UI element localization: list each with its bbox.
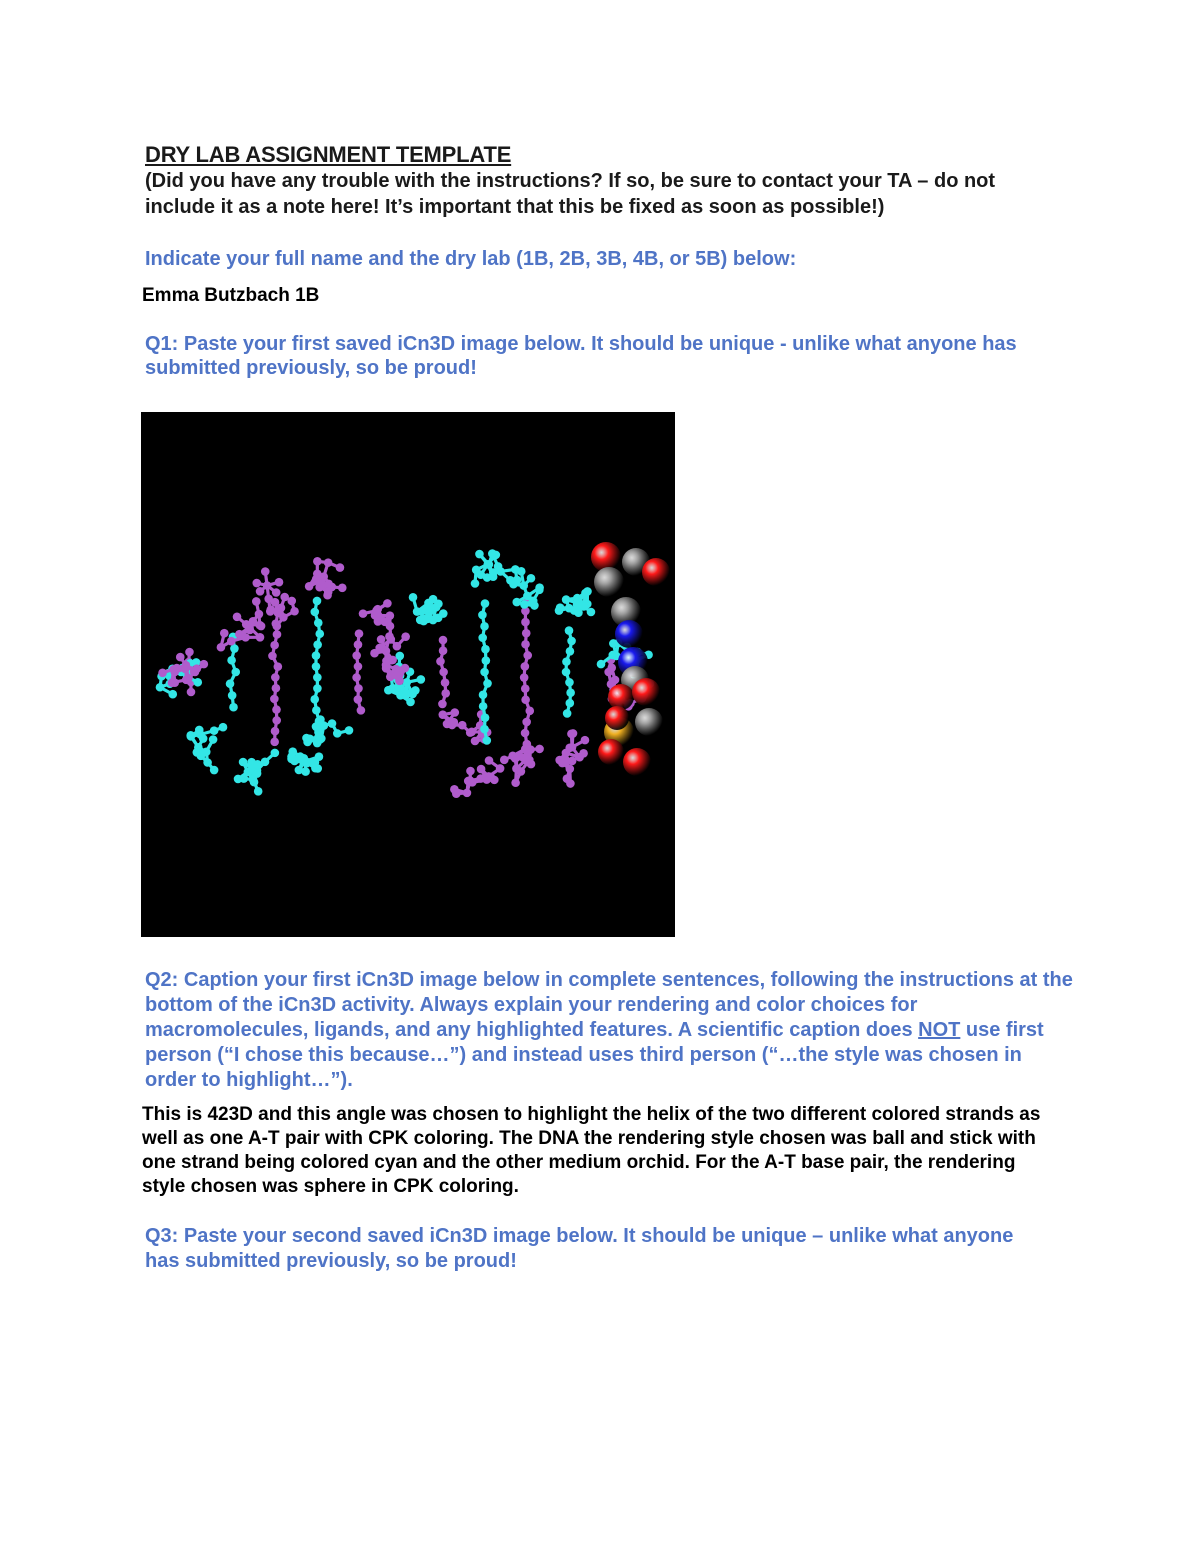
atom (496, 764, 505, 773)
atom (253, 769, 262, 778)
atom (239, 758, 248, 767)
atom (423, 615, 432, 624)
atom (305, 582, 314, 591)
atom (485, 756, 494, 765)
atom (471, 737, 480, 746)
atom (479, 702, 488, 711)
atom (158, 668, 167, 677)
atom (386, 611, 395, 620)
name-prompt: Indicate your full name and the dry lab (1B, 2B, 3B, 4B, or 5B) below: (145, 248, 797, 270)
atom (168, 678, 177, 687)
atom (272, 716, 281, 725)
atom (607, 663, 616, 672)
atom (385, 632, 394, 641)
atom (333, 729, 342, 738)
atom (295, 766, 304, 775)
atom (383, 599, 392, 608)
cpk-sphere-atom (605, 706, 629, 730)
q2-prompt-part2: use first person (“I chose this because…”) and instead uses third person (“…the style was chosen in order to highlight…”). (145, 1019, 1044, 1091)
atom (441, 689, 450, 698)
atom (496, 567, 505, 576)
atom (271, 673, 280, 682)
atom (287, 597, 296, 606)
atom (566, 765, 575, 774)
atom (256, 633, 265, 642)
atom (354, 662, 363, 671)
atom (556, 603, 565, 612)
atom (512, 753, 521, 762)
atom (561, 755, 570, 764)
atom (270, 641, 279, 650)
atom (438, 710, 447, 719)
atom (371, 611, 380, 620)
atom (386, 622, 395, 631)
atom (227, 637, 236, 646)
atom (197, 752, 206, 761)
atom (354, 695, 363, 704)
atom (480, 725, 489, 734)
atom (252, 579, 261, 588)
atom (573, 600, 582, 609)
atom (268, 652, 277, 661)
cpk-sphere-atom (615, 620, 643, 648)
atom (409, 593, 418, 602)
cpk-sphere-atom (598, 739, 624, 765)
atom (324, 558, 333, 567)
atom (479, 691, 488, 700)
atom (520, 673, 529, 682)
atom (345, 726, 354, 735)
atom (521, 640, 530, 649)
atom (168, 690, 177, 699)
atom (535, 745, 544, 754)
atom (310, 695, 319, 704)
atom (562, 668, 571, 677)
atom (355, 629, 364, 638)
atom (563, 774, 572, 783)
q2-prompt (145, 968, 1075, 1093)
instructions-note: (Did you have any trouble with the instructions? If so, be sure to contact your TA – do not include it as a note here! It’s important that this be fixed as soon as possible!) (145, 170, 996, 218)
atom (226, 679, 235, 688)
atom (370, 649, 379, 658)
atom (241, 633, 250, 642)
atom (401, 632, 410, 641)
atom (230, 644, 239, 653)
atom (195, 726, 204, 735)
atom (525, 756, 534, 765)
atom (209, 735, 218, 744)
q2-prompt-not: NOT (918, 1019, 961, 1041)
atom (338, 583, 347, 592)
atom (354, 640, 363, 649)
q2-prompt-part1: Q2: Caption your first iCn3D image below in complete sentences, following the instructions at the bottom of the iCn3D activity. Always explain your rendering and color choices for macromolecules, ligands, and any highlighted features. A scientific caption does (145, 969, 1073, 1041)
icn3d-image (141, 412, 675, 937)
atom (252, 597, 261, 606)
atom (526, 745, 535, 754)
atom (587, 608, 596, 617)
atom (436, 657, 445, 666)
atom (567, 730, 576, 739)
atom (517, 567, 526, 576)
atom (199, 734, 208, 743)
atom (480, 622, 489, 631)
atom (490, 776, 499, 785)
atom (210, 726, 219, 735)
atom (253, 760, 262, 769)
atom (220, 629, 229, 638)
atom (438, 700, 447, 709)
atom (475, 550, 484, 559)
atom (485, 560, 494, 569)
atom (288, 747, 297, 756)
atom (562, 595, 571, 604)
atom (313, 640, 322, 649)
atom (481, 713, 490, 722)
atom (581, 589, 590, 598)
atom (267, 605, 276, 614)
atom (439, 646, 448, 655)
atom (439, 668, 448, 677)
atom (272, 588, 281, 597)
atom (257, 622, 266, 631)
atom (441, 678, 450, 687)
atom (480, 668, 489, 677)
atom (359, 609, 368, 618)
atom (393, 642, 402, 651)
atom (417, 675, 426, 684)
atom (565, 626, 574, 635)
atom (562, 657, 571, 666)
atom (535, 586, 544, 595)
atom (450, 785, 459, 794)
atom (517, 767, 526, 776)
atom (233, 613, 242, 622)
atom (219, 723, 228, 732)
atom (203, 758, 212, 767)
atom (234, 775, 243, 784)
atom (522, 718, 531, 727)
atom (271, 727, 280, 736)
atom (521, 695, 530, 704)
atom (352, 651, 361, 660)
atom (315, 583, 324, 592)
atom (448, 721, 457, 730)
q2-answer: This is 423D and this angle was chosen to highlight the helix of the two different colored strands as well as one A-T pair with CPK coloring. The DNA the rendering style chosen was ball and stick with one strand being colored cyan and the other medium orchid. For the A-T base pair, the rendering style chosen was sphere in CPK coloring. (142, 1104, 1041, 1197)
atom (565, 678, 574, 687)
atom (566, 688, 575, 697)
atom (274, 662, 283, 671)
atom (277, 604, 286, 613)
atom (272, 684, 281, 693)
atom (244, 768, 253, 777)
atom (227, 656, 236, 665)
atom (217, 643, 226, 652)
atom (488, 549, 497, 558)
atom (200, 660, 209, 669)
atom (402, 678, 411, 687)
atom (406, 698, 415, 707)
atom (312, 706, 321, 715)
atom (523, 651, 532, 660)
atom (319, 572, 328, 581)
atom (439, 636, 448, 645)
atom (392, 671, 401, 680)
atom (263, 581, 272, 590)
atom (231, 668, 240, 677)
atom (256, 587, 265, 596)
atom (270, 738, 279, 747)
atom (476, 774, 485, 783)
atom (377, 635, 386, 644)
atom (611, 676, 620, 685)
atom (187, 688, 196, 697)
atom (176, 653, 185, 662)
atom (434, 613, 443, 622)
atom (316, 735, 325, 744)
cpk-sphere-atom (623, 748, 651, 776)
atom (597, 660, 606, 669)
atom (520, 600, 529, 609)
cpk-sphere-atom (632, 678, 660, 706)
atom (478, 633, 487, 642)
atom (275, 578, 284, 587)
atom (324, 580, 333, 589)
atom (192, 664, 201, 673)
atom (302, 734, 311, 743)
atom (250, 778, 259, 787)
atom (313, 684, 322, 693)
atom (313, 673, 322, 682)
atom (566, 699, 575, 708)
atom (565, 743, 574, 752)
atom (509, 580, 518, 589)
atom (527, 574, 536, 583)
atom (312, 651, 321, 660)
cpk-sphere-atom (594, 567, 624, 597)
atom (296, 752, 305, 761)
dna-structure-render (141, 412, 675, 937)
atom (579, 749, 588, 758)
atom (261, 758, 270, 767)
atom (261, 567, 270, 576)
atom (387, 656, 396, 665)
atom (184, 674, 193, 683)
atom (382, 647, 391, 656)
atom (477, 765, 486, 774)
atom (273, 630, 282, 639)
atom (290, 607, 299, 616)
cpk-sphere-atom (608, 684, 634, 710)
atom (312, 722, 321, 731)
atom (382, 664, 391, 673)
atom (312, 662, 321, 671)
atom (156, 683, 165, 692)
atom (324, 588, 333, 597)
atom (566, 647, 575, 656)
atom (311, 758, 320, 767)
page-title: DRY LAB ASSIGNMENT TEMPLATE (145, 142, 512, 167)
atom (481, 645, 490, 654)
atom (529, 597, 538, 606)
atom (521, 729, 530, 738)
atom (182, 663, 191, 672)
name-answer: Emma Butzbach 1B (142, 285, 320, 306)
atom (254, 787, 263, 796)
atom (482, 656, 491, 665)
atom (581, 736, 590, 745)
atom (229, 703, 238, 712)
atom (287, 755, 296, 764)
atom (463, 789, 472, 798)
atom (411, 686, 420, 695)
atom (521, 618, 530, 627)
atom (512, 598, 521, 607)
atom (563, 709, 572, 718)
atom (521, 684, 530, 693)
atom (313, 597, 322, 606)
atom (464, 777, 473, 786)
cpk-sphere-atom (635, 708, 663, 736)
atom (519, 581, 528, 590)
atom (357, 706, 366, 715)
atom (186, 731, 195, 740)
atom (522, 629, 531, 638)
atom (270, 695, 279, 704)
atom (336, 563, 345, 572)
atom (271, 749, 280, 758)
atom (402, 689, 411, 698)
atom (467, 728, 476, 737)
atom (210, 766, 219, 775)
atom (481, 599, 490, 608)
atom (354, 684, 363, 693)
atom (384, 686, 393, 695)
atom (273, 622, 282, 631)
atom (264, 595, 273, 604)
atom (471, 579, 480, 588)
atom (272, 705, 281, 714)
atom (477, 570, 486, 579)
q3-prompt: Q3: Paste your second saved iCn3D image below. It should be unique – unlike what anyone has submitted previously, so be proud! (145, 1225, 1014, 1272)
atom (310, 608, 319, 617)
cpk-sphere-atom (642, 558, 670, 586)
atom (483, 736, 492, 745)
atom (567, 637, 576, 646)
atom (193, 678, 202, 687)
atom (228, 691, 237, 700)
atom (313, 557, 322, 566)
atom (314, 619, 323, 628)
atom (500, 756, 509, 765)
atom (466, 767, 475, 776)
q1-prompt: Q1: Paste your first saved iCn3D image below. It should be unique - unlike what anyone has submitted previously, so be proud! (145, 333, 1017, 379)
atom (525, 707, 534, 716)
atom (450, 708, 459, 717)
atom (426, 604, 435, 613)
atom (245, 623, 254, 632)
atom (279, 613, 288, 622)
atom (458, 721, 467, 730)
atom (429, 595, 438, 604)
atom (255, 610, 264, 619)
atom (328, 719, 337, 728)
atom (521, 662, 530, 671)
atom (478, 611, 487, 620)
atom (169, 665, 178, 674)
atom (315, 629, 324, 638)
atom (352, 673, 361, 682)
atom (483, 679, 492, 688)
atom (413, 607, 422, 616)
atom (511, 778, 520, 787)
atom (185, 648, 194, 657)
